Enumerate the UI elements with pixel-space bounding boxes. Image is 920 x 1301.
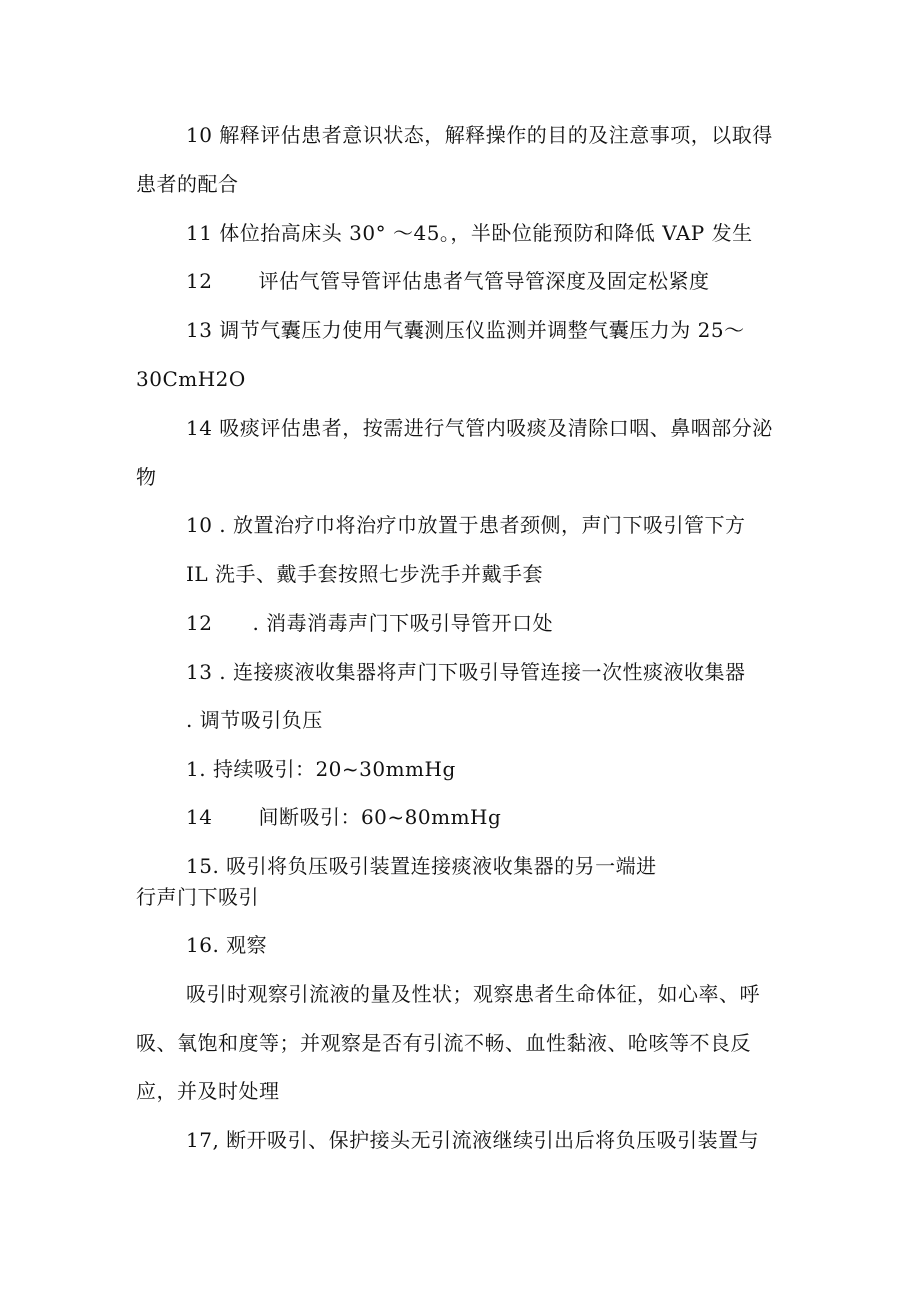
text-line-8: 物 — [136, 465, 157, 489]
item-text: 评估气管导管评估患者气管导管深度及固定松紧度 — [258, 269, 710, 293]
text-line-19: 吸引时观察引流液的量及性状；观察患者生命体征，如心率、呼 — [186, 982, 760, 1006]
text-line-5: 13 调节气囊压力使用气囊测压仪监测并调整气囊压力为 25～ — [186, 318, 745, 342]
item-number: 14 — [186, 805, 213, 829]
text-line-18: 16. 观察 — [186, 933, 268, 957]
text-line-15 — [186, 803, 501, 831]
text-line-20: 吸、氧饱和度等；并观察是否有引流不畅、血性黏液、呛咳等不良反 — [136, 1031, 751, 1055]
item-number: 12 — [186, 269, 213, 293]
item-text: . 消毒消毒声门下吸引导管开口处 — [252, 611, 554, 635]
text-line-1: 10 解释评估患者意识状态，解释操作的目的及注意事项，以取得 — [186, 123, 773, 147]
text-line-13: . 调节吸引负压 — [186, 708, 323, 732]
text-line-12: 13 . 连接痰液收集器将声门下吸引导管连接一次性痰液收集器 — [186, 660, 746, 684]
text-line-11 — [186, 609, 553, 637]
text-line-3: 11 体位抬高床头 30° ～45。，半卧位能预防和降低 VAP 发生 — [186, 221, 753, 245]
text-line-10: IL 洗手、戴手套按照七步洗手并戴手套 — [186, 562, 544, 586]
text-line-22: 17, 断开吸引、保护接头无引流液继续引出后将负压吸引装置与 — [186, 1128, 760, 1152]
text-line-2: 患者的配合 — [136, 172, 239, 196]
text-line-4 — [186, 267, 709, 295]
text-line-16: 15. 吸引将负压吸引装置连接痰液收集器的另一端进 — [186, 854, 657, 878]
text-line-6: 30CmH2O — [136, 367, 246, 391]
text-line-17: 行声门下吸引 — [136, 885, 259, 909]
text-line-14: 1. 持续吸引：20~30mmHg — [186, 757, 456, 781]
item-number: 12 — [186, 611, 213, 635]
text-line-9: 10 . 放置治疗巾将治疗巾放置于患者颈侧，声门下吸引管下方 — [186, 513, 746, 537]
text-line-7: 14 吸痰评估患者，按需进行气管内吸痰及清除口咽、鼻咽部分泌 — [186, 416, 773, 440]
item-text: 间断吸引：60~80mmHg — [258, 805, 502, 829]
text-line-21: 应，并及时处理 — [136, 1079, 280, 1103]
